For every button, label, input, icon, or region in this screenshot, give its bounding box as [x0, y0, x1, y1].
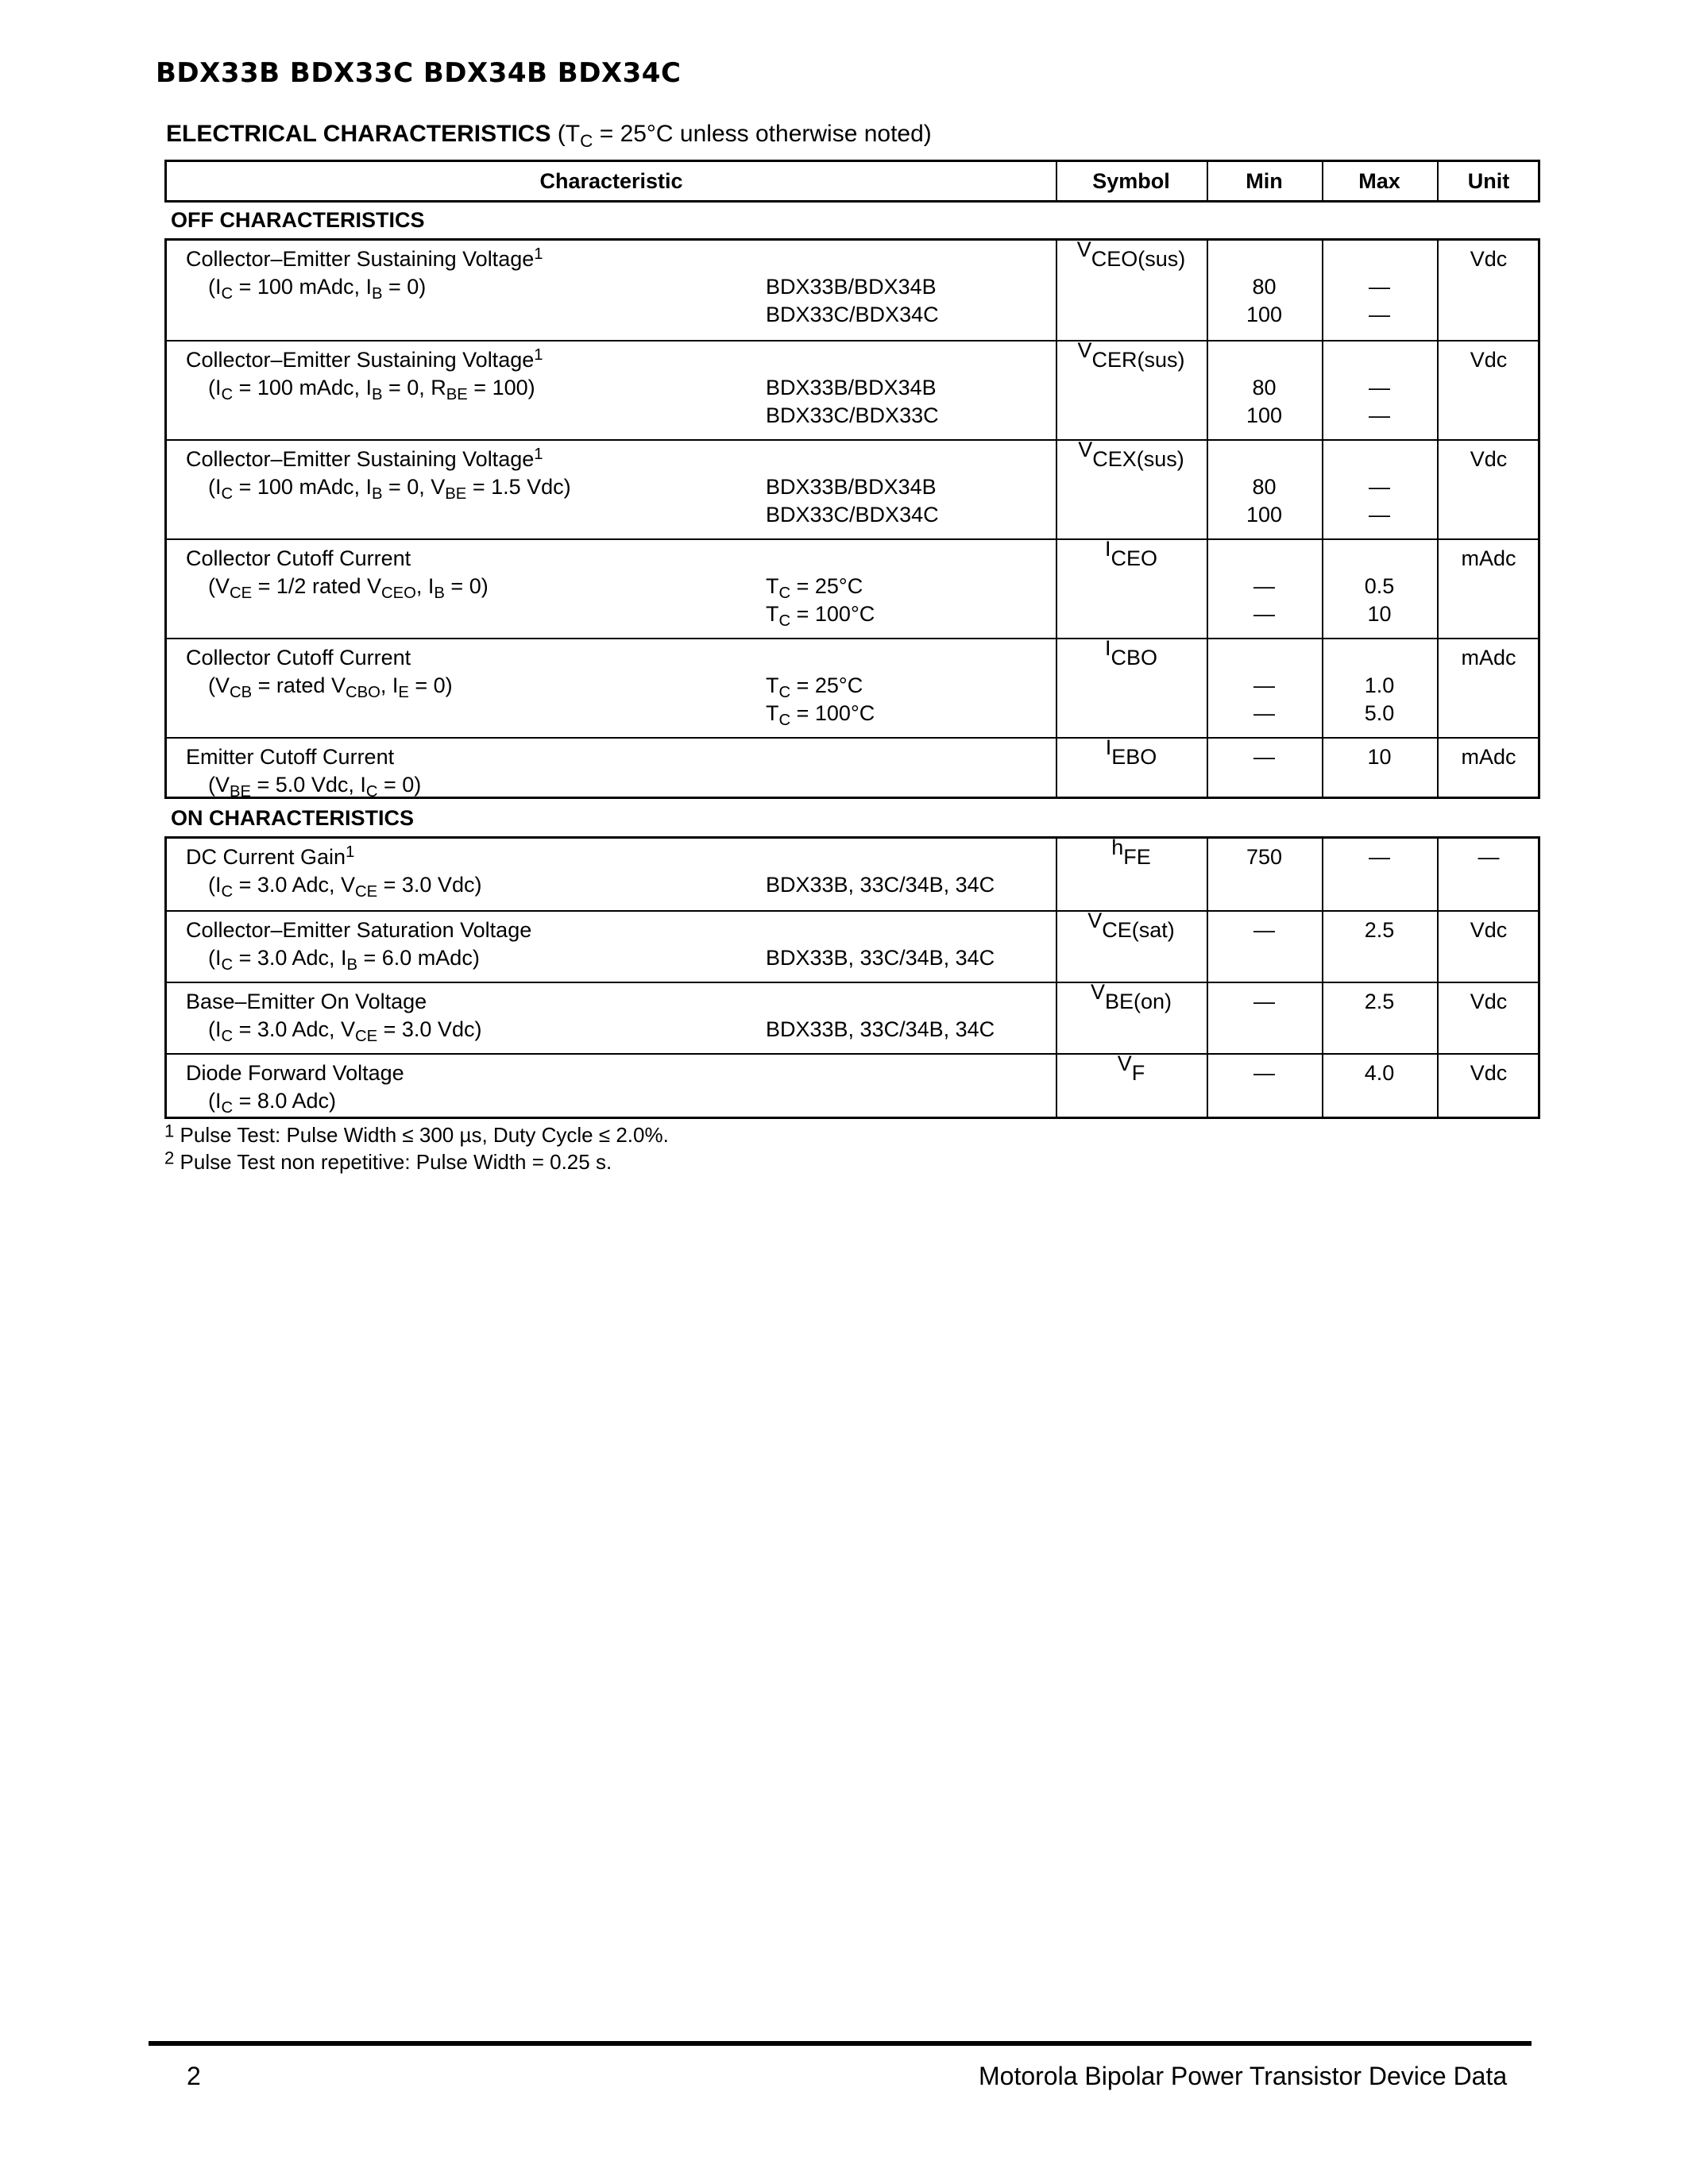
- max-value: —: [1369, 403, 1390, 427]
- characteristic-name: Base–Emitter On Voltage: [186, 990, 427, 1013]
- max-value: 10: [1367, 745, 1392, 769]
- unit: —: [1477, 845, 1500, 869]
- unit: Vdc: [1470, 348, 1508, 372]
- temperature-condition: $T_C = 100^\circ C$: [766, 701, 875, 730]
- header-min: Min: [1246, 169, 1283, 193]
- on-characteristics-table: [164, 836, 1540, 1119]
- test-condition: ($I_C = 100$ mAdc, $I_B = 0$, $V_{BE} = 1.5$ Vdc): [208, 475, 571, 504]
- footnote-2: $^2$ Pulse Test non repetitive: Pulse Width = 0.25 s.: [164, 1148, 612, 1174]
- characteristic-name: Collector Cutoff Current: [186, 646, 411, 669]
- temperature-condition: $T_C = 100^\circ C$: [766, 602, 875, 631]
- symbol: $^V$CEX(sus): [1078, 437, 1184, 471]
- table-row: [167, 835, 1538, 910]
- min-value: 100: [1246, 303, 1283, 326]
- max-value: 2.5: [1364, 918, 1395, 942]
- device-type: BDX33C/BDX33C: [766, 403, 939, 427]
- table-row: [167, 910, 1538, 983]
- table-row: [167, 635, 1538, 739]
- device-type: BDX33B, 33C/34B, 34C: [766, 873, 995, 897]
- test-condition: ($I_C = 100$ mAdc, $I_B = 0$, $R_{BE} = 100$): [208, 376, 535, 404]
- table-row: [167, 340, 1538, 441]
- symbol: $^I$EBO: [1105, 735, 1157, 769]
- min-value: 100: [1246, 403, 1283, 427]
- table-row: [167, 237, 1538, 340]
- unit: Vdc: [1470, 918, 1508, 942]
- max-value: 0.5: [1364, 574, 1395, 598]
- symbol: $^h$FE: [1111, 835, 1151, 869]
- header-symbol: Symbol: [1092, 169, 1170, 193]
- symbol: $^V$CE(sat): [1087, 908, 1175, 942]
- max-value: 5.0: [1364, 701, 1395, 725]
- characteristic-name: Collector–Emitter Sustaining Voltage$^1$: [186, 445, 543, 471]
- max-value: 1.0: [1364, 673, 1395, 697]
- unit: Vdc: [1470, 990, 1508, 1013]
- min-value: —: [1253, 574, 1275, 598]
- max-value: 10: [1367, 602, 1392, 626]
- min-value: —: [1253, 673, 1275, 697]
- table-row: [167, 439, 1538, 540]
- characteristic-name: Collector–Emitter Sustaining Voltage$^1$: [186, 345, 543, 372]
- min-value: —: [1253, 918, 1275, 942]
- characteristic-name: Collector–Emitter Sustaining Voltage$^1$: [186, 245, 543, 271]
- symbol: $^V$BE(on): [1090, 979, 1172, 1013]
- max-value: —: [1369, 376, 1390, 399]
- unit: mAdc: [1461, 745, 1516, 769]
- footnote-1: $^1$ Pulse Test: Pulse Width ≤ 300 µs, Duty Cycle ≤ 2.0%.: [164, 1121, 669, 1147]
- characteristic-name: Collector–Emitter Saturation Voltage: [186, 918, 532, 942]
- device-type: BDX33B, 33C/34B, 34C: [766, 1017, 995, 1041]
- max-value: 4.0: [1364, 1061, 1395, 1085]
- test-condition: ($I_C = 3.0$ Adc, $V_{CE} = 3.0$ Vdc): [208, 873, 482, 901]
- test-condition: ($I_C = 8.0$ Adc): [208, 1089, 336, 1117]
- on-characteristics-label: ON CHARACTERISTICS: [171, 806, 415, 830]
- symbol: $^I$CEO: [1104, 536, 1158, 570]
- unit: Vdc: [1470, 1061, 1508, 1085]
- section-title-text: ELECTRICAL CHARACTERISTICS: [166, 121, 551, 147]
- test-condition: ($V_{CB}$ = rated $V_{CBO}$, $I_E = 0$): [208, 673, 453, 702]
- min-value: —: [1253, 1061, 1275, 1085]
- table-row: [167, 538, 1538, 639]
- characteristic-name: Collector Cutoff Current: [186, 546, 411, 570]
- max-value: —: [1369, 475, 1390, 499]
- test-condition: ($V_{CE} = 1/2$ rated $V_{CEO}$, $I_B = 0$): [208, 574, 489, 603]
- off-characteristics-table: [164, 238, 1540, 799]
- page-number: 2: [187, 2062, 201, 2090]
- unit: Vdc: [1470, 447, 1508, 471]
- device-type: BDX33C/BDX34C: [766, 303, 939, 326]
- device-type: BDX33C/BDX34C: [766, 503, 939, 527]
- section-condition: ($T_C = 25^\circ C$ unless otherwise noted): [557, 121, 932, 151]
- max-value: —: [1369, 503, 1390, 527]
- unit: mAdc: [1461, 546, 1516, 570]
- temperature-condition: $T_C = 25^\circ C$: [766, 574, 863, 603]
- min-value: 80: [1252, 475, 1277, 499]
- max-value: —: [1369, 845, 1390, 869]
- symbol: $^V$CER(sus): [1077, 338, 1185, 372]
- min-value: 80: [1252, 275, 1277, 299]
- unit: mAdc: [1461, 646, 1516, 669]
- document-title: BDX33B BDX33C BDX34B BDX34C: [156, 57, 682, 89]
- off-characteristics-label: OFF CHARACTERISTICS: [171, 208, 425, 232]
- unit: Vdc: [1470, 247, 1508, 271]
- table-row: [167, 735, 1538, 801]
- min-value: —: [1253, 602, 1275, 626]
- min-value: —: [1253, 701, 1275, 725]
- footer-rule: [149, 2041, 1532, 2046]
- min-value: —: [1253, 990, 1275, 1013]
- min-value: 100: [1246, 503, 1283, 527]
- symbol: $^V$F: [1117, 1051, 1145, 1085]
- test-condition: ($I_C = 3.0$ Adc, $I_B = 6.0$ mAdc): [208, 946, 480, 974]
- table-row: [167, 979, 1538, 1055]
- min-value: 80: [1252, 376, 1277, 399]
- device-type: BDX33B/BDX34B: [766, 376, 937, 399]
- header-unit: Unit: [1467, 169, 1510, 193]
- table-row: [167, 1053, 1538, 1121]
- table-header: [164, 160, 1540, 203]
- min-value: —: [1253, 745, 1275, 769]
- device-type: BDX33B, 33C/34B, 34C: [766, 946, 995, 970]
- footer-text: Motorola Bipolar Power Transistor Device Data: [979, 2062, 1508, 2090]
- test-condition: ($I_C = 3.0$ Adc, $V_{CE} = 3.0$ Vdc): [208, 1017, 482, 1046]
- max-value: —: [1369, 275, 1390, 299]
- device-type: BDX33B/BDX34B: [766, 475, 937, 499]
- section-title: [166, 121, 932, 151]
- min-value: 750: [1246, 845, 1283, 869]
- characteristic-name: Emitter Cutoff Current: [186, 745, 395, 769]
- max-value: —: [1369, 303, 1390, 326]
- header-characteristic: Characteristic: [539, 169, 683, 193]
- characteristic-name: DC Current Gain$^1$: [186, 843, 355, 869]
- temperature-condition: $T_C = 25^\circ C$: [766, 673, 863, 702]
- symbol: $^V$CEO(sus): [1076, 237, 1186, 271]
- symbol: $^I$CBO: [1104, 635, 1158, 669]
- test-condition: ($V_{BE} = 5.0$ Vdc, $I_C = 0$): [208, 773, 422, 801]
- device-type: BDX33B/BDX34B: [766, 275, 937, 299]
- max-value: 2.5: [1364, 990, 1395, 1013]
- test-condition: ($I_C = 100$ mAdc, $I_B = 0$): [208, 275, 427, 303]
- header-max: Max: [1358, 169, 1400, 193]
- characteristic-name: Diode Forward Voltage: [186, 1061, 404, 1085]
